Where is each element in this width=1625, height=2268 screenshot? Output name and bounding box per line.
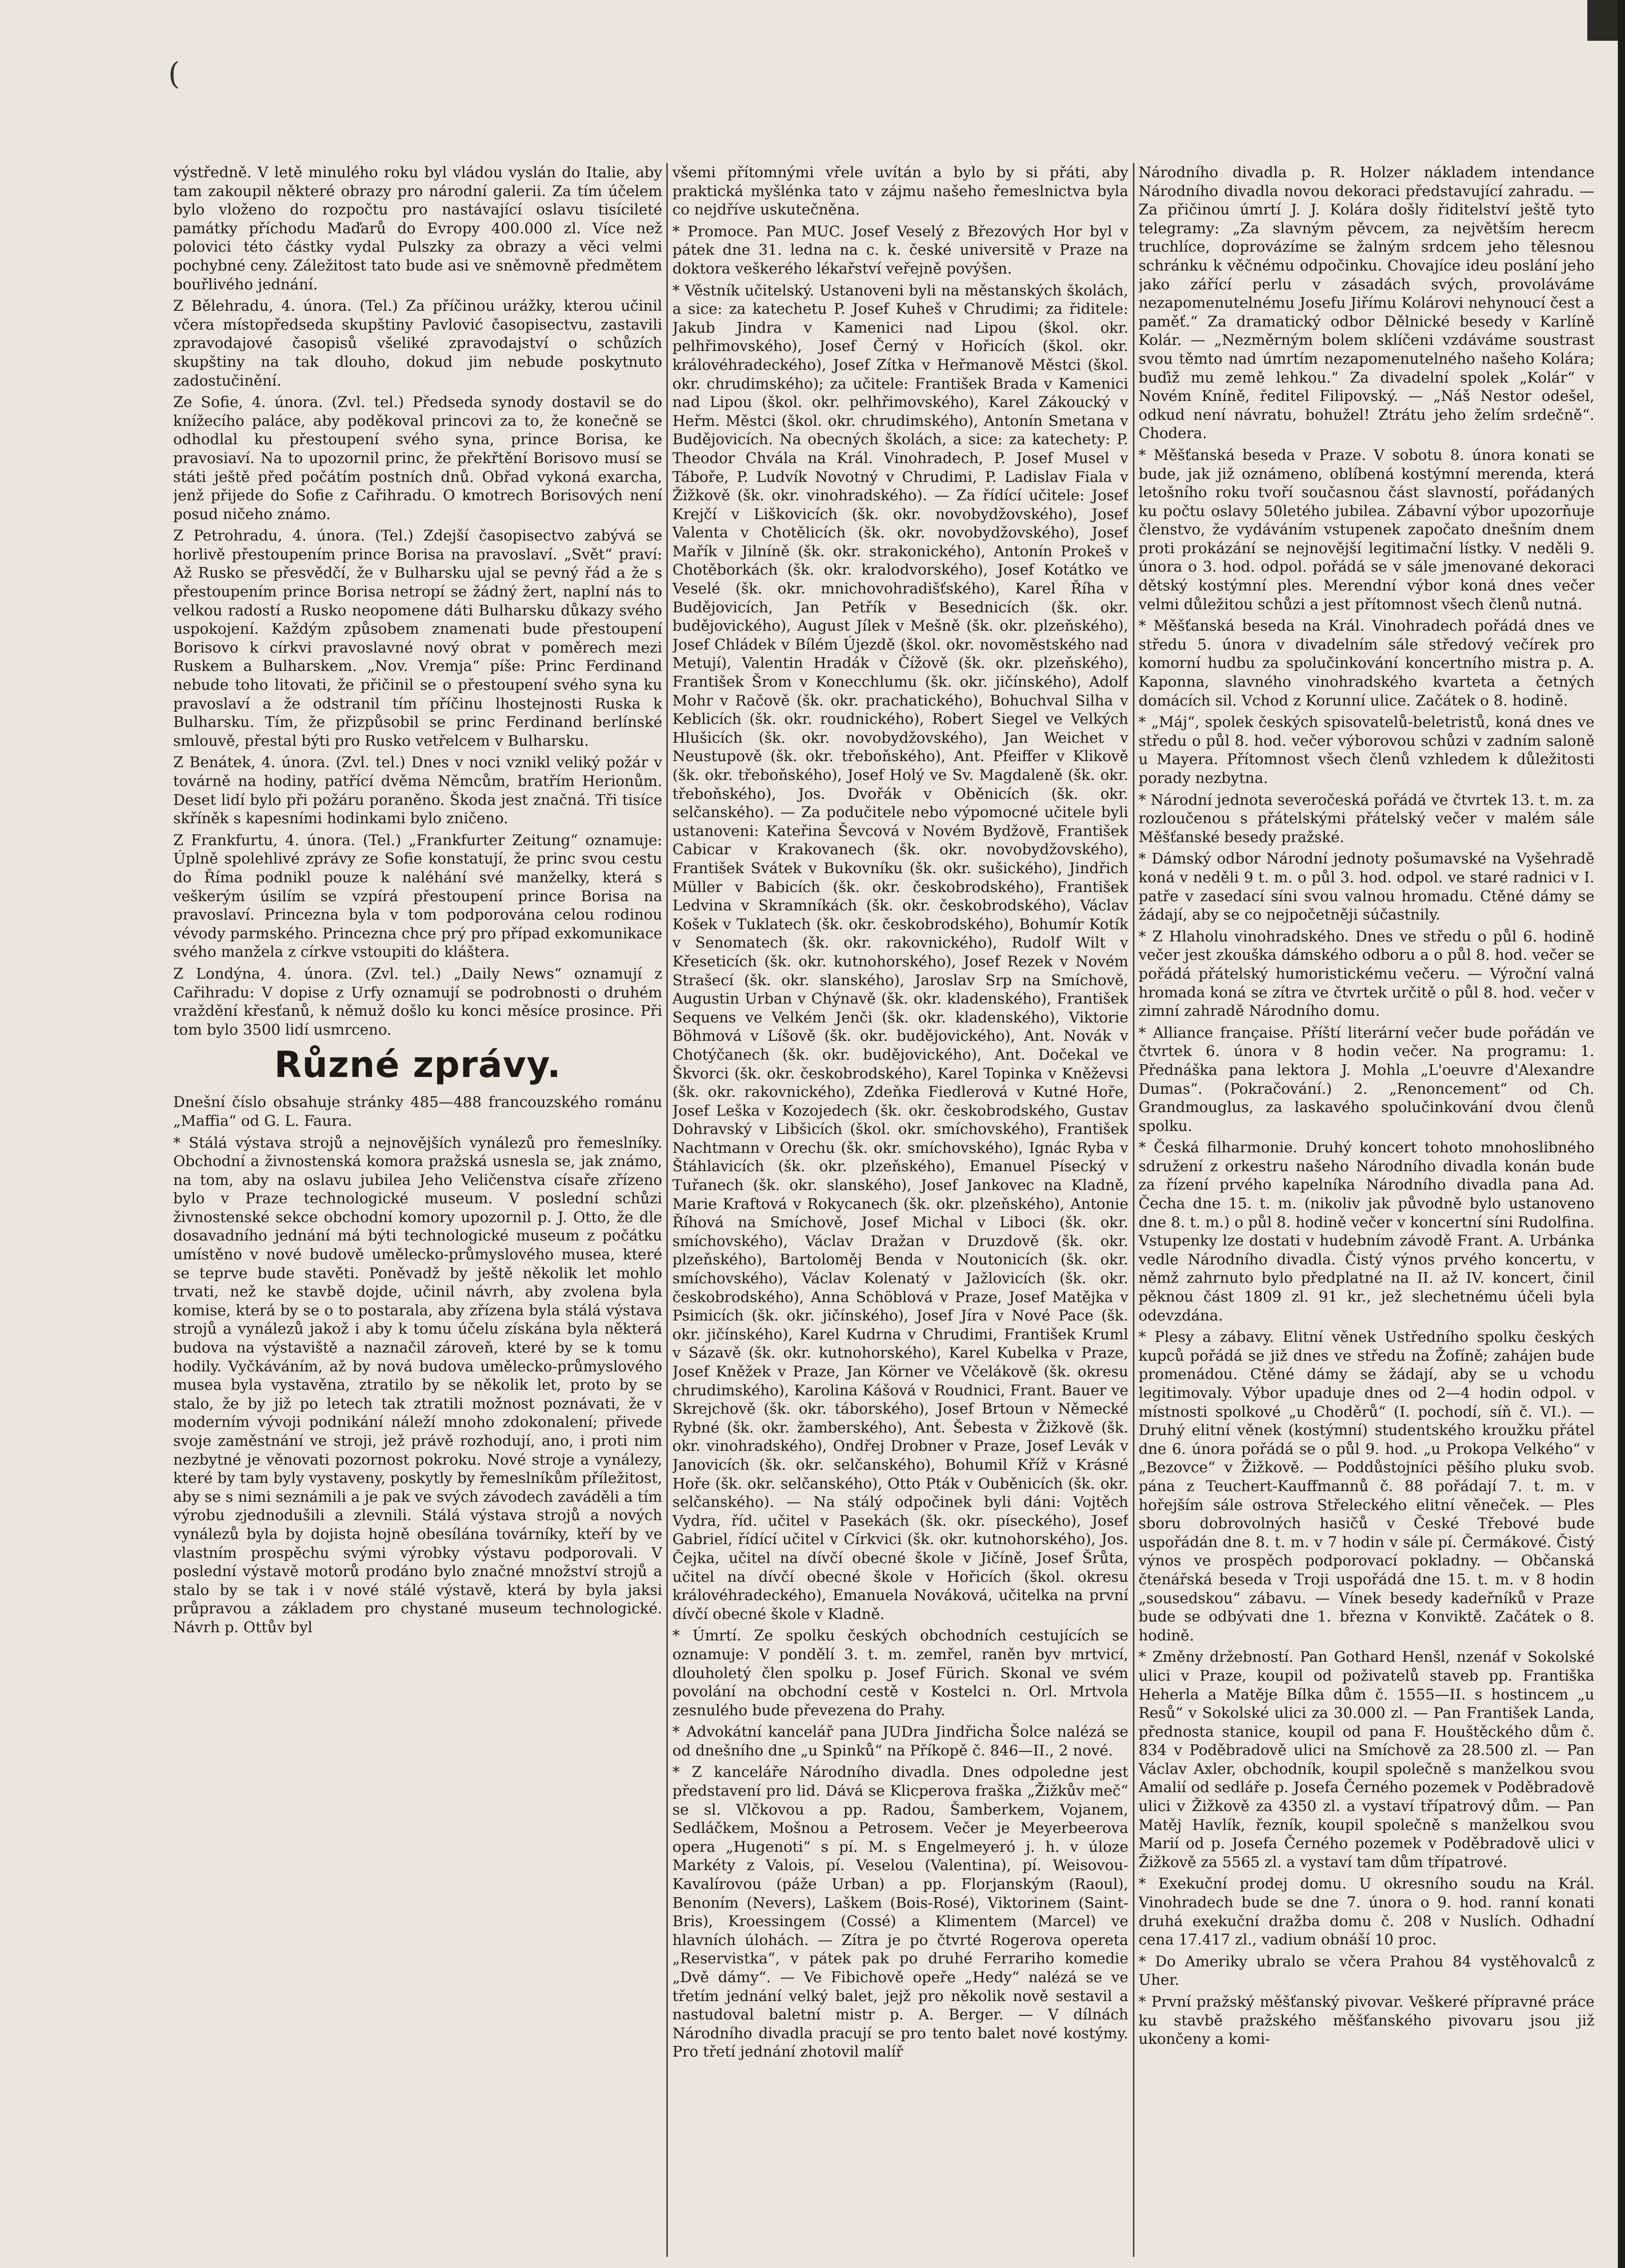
column-1 bbox=[173, 163, 662, 2257]
article-paragraph: * Věstník učitelský. Ustanoveni byli na městanských školách, a sice: za katechetu P. Josef Kuheš v Chrudimi; za řiditele: Jakub Jindra v Kamenici nad Lipou (škol. okr. pelhřimovského), Josef Černý v Hořicích (škol. okr. královéhradeckého), Josef Zítka v Heřmanově Městci (škol. okr. chrudimského); za učitele: František Brada v Kamenici nad Lipou (škol. okr. pelhřimovského), Karel Zákoucký v Heřm. Městci (škol. okr. chrudimského), Antonín Smetana v Budějovicích. Na obecných školách, a sice: za katechety: P. Theodor Chvála na Král. Vinohradech, P. Josef Musel v Táboře, P. Ludvík Novotný v Chrudimi, P. Ladislav Fiala v Žižkově (šk. okr. vinohradského). — Za řídící učitele: Josef Krejčí v Liškovicích (šk. okr. novobydžovského), Josef Valenta v Chotělicích (šk. okr. novobydžovského), Josef Mařík v Jilníně (šk. okr. strakonického), Antonín Prokeš v Chotěborkách (šk. okr. kralodvorského), Josef Kotátko ve Veselé (šk. okr. mnichovohradišťského), Karel Říha v Budějovicích, Jan Petřík v Besednicích (šk. okr. budějovického), August Jílek v Mešně (šk. okr. plzeňského), Josef Chládek v Bílém Újezdě (škol. okr. novoměstského nad Metují), Valentin Hradák v Čížově (šk. okr. plzeňského), František Šrom v Konecchlumu (šk. okr. jičínského), Adolf Mohr v Račově (šk. okr. prachatického), Bohuchval Silha v Keblicích (šk. okr. roudnického), Robert Siegel ve Velkých Hlušicích (šk. okr. novobydžovského), Jan Weichet v Neustupově (šk. okr. třeboňského), Ant. Pfeiffer v Klikově (šk. okr. třeboňského), Josef Holý ve Sv. Magdaleně (šk. okr. třeboňského), Jos. Dvořák v Oběnicích (šk. okr. selčanského). — Za podučitele nebo výpomocné učitele byli ustanoveni: Kateřina Ševcová v Novém Bydžově, František Cabicar v Krakovanech (šk. okr. novobydžovského), František Svátek v Bukovníku (šk. okr. sušického), Jindřich Müller v Babicích (šk. okr. českobrodského), František Ledvina v Skramníkách (šk. okr. českobrodského), Václav Košek v Tuklatech (šk. okr. českobrodského), Bohumír Kotík v Senomatech (šk. okr. rakovnického), Rudolf Wilt v Křeseticích (šk. okr. kutnohorského), Josef Rezek v Novém Strašecí (šk. okr. slanského), Jaroslav Srp na Smíchově, Augustin Urban v Chýnavě (šk. okr. kladenského), František Sequens ve Velkém Jenči (šk. okr. kladenského), Viktorie Böhmová v Líšově (šk. okr. budějovického), Ant. Novák v Chotýčanech (šk. okr. budějovického), Ant. Dočekal ve Škvorci (šk. okr. českobrodského), Karel Topinka v Kněževsi (šk. okr. rakovnického), Zdeňka Fiedlerová v Kutné Hoře, Josef Leška v Kozojedech (šk. okr. českobrodského, Gustav Dohravský v Libšicích (škol. okr. smíchovského), František Nachtmann v Orechu (šk. okr. smíchovského), Ignác Ryba v Štáhlavicích (šk. okr. plzeňského), Emanuel Písecký v Tuřanech (šk. okr. slanského), Josef Jankovec na Kladně, Marie Kraftová v Rokycanech (šk. okr. plzeňského), Antonie Říhová na Smíchově, Josef Michal v Liboci (šk. okr. smíchovského), Václav Dražan v Druzdově (šk. okr. plzeňského), Bartoloměj Benda v Noutonicích (šk. okr. smíchovského), Václav Kolenatý v Jažlovicích (šk. okr. českobrodského), Anna Schöblová v Praze, Josef Matějka v Psimicích (šk. okr. jičínského), Josef Jíra v Nové Pace (šk. okr. jičínského), Karel Kudrna v Chrudimi, František Kruml v Sázavě (šk. okr. kutnohorského), Karel Kubelka v Praze, Josef Kněžek v Praze, Jan Körner ve Včelákově (šk. okresu chrudimského), Karolina Kášová v Roudnici, Frant. Bauer ve Skrejchově (šk. okr. táborského), Josef Brtoun v Německé Rybné (šk. okr. žamberského), Ant. Šebesta v Žižkově (šk. okr. vinohradského), Ondřej Drobner v Praze, Josef Levák v Janovicích (šk. okr. selčanského), Bohumil Kříž v Krásné Hoře (šk. okr. selčanského), Otto Pták v Ouběnicích (šk. okr. selčanského). — Na stálý odpočinek byli dáni: Vojtěch Vydra, říd. učitel v Pasekách (šk. okr. píseckého), Josef Gabriel, řídící učitel v Církvici (šk. okr. kutnohorského), Jos. Čejka, učitel na dívčí obecné škole v Jičíně, Josef Šrůta, učitel na dívčí obecné škole v Hořicích (škol. okresu královéhradeckého), Emanuela Nováková, učitelka na první dívčí obecné škole v Kladně. bbox=[672, 281, 1128, 1623]
article-paragraph: Z Londýna, 4. února. (Zvl. tel.) „Daily News“ oznamují z Cařihradu: V dopise z Urfy oznamují se podrobnosti o druhém vraždění křesťanů, k němuž došlo ku konci měsíce prosince. Při tom bylo 3500 lidí usmrceno. bbox=[173, 964, 662, 1038]
article-paragraph: * Česká filharmonie. Druhý koncert tohoto mnohoslibného sdružení z orkestru našeho Národního divadla konán bude za řízení prvého kapelníka Národního divadla pana Ad. Čecha dne 15. t. m. (nikoliv jak původně bylo ustanoveno dne 8. t. m.) o půl 8. hodině večer v koncertní síni Rudolfina. Vstupenky lze dostati v hudebním závodě Frant. A. Urbánka vedle Národního divadla. Čistý výnos prvého koncertu, v němž zahrnuto bylo předplatné na II. až IV. koncert, činil pěknou část 1809 zl. 91 kr., jež slechetnému účeli byla odevzdána. bbox=[1139, 1139, 1594, 1324]
article-paragraph: Z Petrohradu, 4. února. (Tel.) Zdejší časopisectvo zabývá se horlivě přestoupením prince Borisa na pravoslaví. „Svět“ praví: Až Rusko se přesvědčí, že v Bulharsku ujal se pevný řád a že s přestoupením prince Borisa netropí se žádný žert, naplní nás to velkou radostí a Rusko neopomene dáti Bulharsku důkazy svého uspokojení. Každým způsobem znamenati bude přestoupení Borisovo k církvi pravoslavné nový obrat v poměrech mezi Ruskem a Bulharskem. „Nov. Vremja“ píše: Princ Ferdinand nebude toho litovati, že přičinil se o přestoupení svého syna ku pravoslaví a že odstranil tím příčinu lhostejnosti Ruska k Bulharsku. Tím, že přizpůsobil se princ Ferdinand berlínské smlouvě, přestal býti pro Rusko vetřelcem v Bulharsku. bbox=[173, 527, 662, 749]
article-paragraph: * Plesy a zábavy. Elitní věnek Ustředního spolku českých kupců pořádá se již dnes ve středu na Žofíně; zahájen bude promenádou. Ctěné dámy se žádají, aby se u vchodu legitimovaly. Výbor upaduje dnes od 2—4 hodin odpol. v místnosti spolkové „u Choděrů“ (I. pochodí, síň č. VI.). — Druhý elitní věnek (kostýmní) studentského kroužku přátel dne 6. února pořádá se o půl 9. hod. „u Prokopa Velkého“ v „Bezovce“ v Žižkově. — Poddůstojníci pěšího pluku svob. pána z Teuchert-Kauffmannů č. 88 pořádají 7. t. m. v hořejším sále ostrova Střeleckého elitní věneček. — Ples sboru dobrovolných hasičů v České Třebové bude uspořádán dne 8. t. m. v 7 hodin v sále pí. Čermákové. Čistý výnos ve prospěch podporovací pokladny. — Občanská čtenářská beseda v Troji uspořádá dne 15. t. m. v 8 hodin „sousedskou“ zábavu. — Vínek besedy kadeřníků v Praze bude se odbývati dne 1. března v Konviktě. Začátek o 8. hodině. bbox=[1139, 1328, 1594, 1644]
article-paragraph: * Dámský odbor Národní jednoty pošumavské na Vyšehradě koná v neděli 9 t. m. o půl 3. hod. odpol. ve staré radnici v I. patře v zasedací síni svou valnou hromadu. Ctěné dámy se žádají, aby se co nejpočetněji súčastnily. bbox=[1139, 850, 1594, 924]
newspaper-page bbox=[173, 163, 1594, 2257]
article-paragraph: * První pražský měšťanský pivovar. Veškeré přípravné práce ku stavbě pražského měšťanského pivovaru jsou již ukončeny a komi- bbox=[1139, 1993, 1594, 2048]
article-paragraph: * Národní jednota severočeská pořádá ve čtvrtek 13. t. m. za rozloučenou s přátelskými přátelský večer v malém sále Měšťanské besedy pražské. bbox=[1139, 791, 1594, 846]
article-paragraph: všemi přítomnými vřele uvítán a bylo by si přáti, aby praktická myšlénka tato v zájmu našeho řemeslnictva byla co nejdříve uskutečněna. bbox=[672, 164, 1128, 219]
column-rule bbox=[666, 163, 668, 2257]
article-paragraph: * Alliance française. Příští literární večer bude pořádán ve čtvrtek 6. února v 8 hodin večer. Na programu: 1. Přednáška pana lektora J. Mohla „L'oeuvre d'Alexandre Dumas“. (Pokračování.) 2. „Renoncement“ od Ch. Grandmouglus, za laskavého spolučinkování dvou členů spolku. bbox=[1139, 1023, 1594, 1135]
article-paragraph: Národního divadla p. R. Holzer nákladem intendance Národního divadla novou dekoraci představující zahradu. — Za přičinou úmrtí J. J. Kolára došly řiditelství ještě tyto telegramy: „Za slavným pěvcem, za největším herecm truchlíce, doprovázíme se žalným srdcem jeho tělesnou schránku k věčnému odpočinku. Chovajíce ideu poslání jeho jako zářící perlu v zásadách svých, provoláváme nezapomenutelnému Josefu Jiřímu Kolárovi nehynoucí čest a paměť.“ Za dramatický odbor Dělnické besedy v Karlíně Kolár. — „Nezměrným bolem sklíčeni vzdáváme soustrast svou těmto nad úmrtím nezapomenutelného našeho Kolára; buďiž mu země lehkou.“ Za divadelní spolek „Kolár“ v Novém Kníně, ředitel Filipovský. — „Náš Nestor odešel, odkud není návratu, bohužel! Ztrátu jeho želím srdečně“. Chodera. bbox=[1139, 164, 1594, 442]
article-paragraph: * Měšťanská beseda v Praze. V sobotu 8. února konati se bude, jak již oznámeno, oblíbená kostýmní merenda, která letošního roku tvoří současnou část slavností, pořádaných ku počtu oslavy 50letého jubilea. Zábavní výbor upozorňuje členstvo, že vydáváním vstupenek započato dnešním dnem proti prokázání se nejnovější legitimační lístky. V neděli 9. února o 3. hod. odpol. pořádá se v sále jmenované dekoraci dětský kostýmní ples. Merendní výbor koná dnes večer velmi důležitou schůzi a jest přítomnost všech členů nutná. bbox=[1139, 446, 1594, 613]
article-paragraph: Z Benátek, 4. února. (Zvl. tel.) Dnes v noci vznikl veliký požár v továrně na hodiny, patřící dvěma Němcům, bratřím Herionům. Deset lidí bylo při požáru poraněno. Škoda jest značná. Tři tisíce skříněk s kapesními hodinkami bylo zničeno. bbox=[173, 753, 662, 827]
article-paragraph: * Změny držebností. Pan Gothard Henšl, nzenáf v Sokolské ulici v Praze, koupil od poživatelů staveb pp. Františka Heherla a Matěje Bílka dům č. 1555—II. s hostincem „u Resů“ v Sokolské ulici za 30.000 zl. — Pan František Landa, přednosta stanice, koupil od pana F. Houštěckého dům č. 834 v Poděbradově ulici na Smíchově za 28.500 zl. — Pan Václav Axler, obchodník, koupil společně s manželkou svou Amalií od sedláře p. Josefa Černého pozemek v Poděbradově ulici v Žižkově za 4350 zl. a vystaví třípatrový dům. — Pan Matěj Havlík, řezník, koupil společně s manželkou svou Marií od p. Josefa Černého pozemek v Poděbradově ulici v Žižkově za 5565 zl. a vystaví tam dům třípatrové. bbox=[1139, 1648, 1594, 1871]
article-paragraph: * Exekuční prodej domu. U okresního soudu na Král. Vinohradech bude se dne 7. února o 9. hod. ranní konati druhá exekuční dražba domu č. 208 v Nuslích. Odhadní cena 17.417 zl., vadium obnáší 10 proc. bbox=[1139, 1875, 1594, 1949]
article-paragraph: * Úmrtí. Ze spolku českých obchodních cestujících se oznamuje: V pondělí 3. t. m. zemřel, raněn byv mrtvicí, dlouholetý člen spolku p. Josef Fürich. Skonal ve svém povolání na obchodní cestě v Kostelci n. Orl. Mrtvola zesnulého bude převezena do Prahy. bbox=[672, 1627, 1128, 1719]
article-paragraph: * Z kanceláře Národního divadla. Dnes odpoledne jest představení pro lid. Dává se Klicperova fraška „Žižkův meč“ se sl. Vlčkovou a pp. Radou, Šamberkem, Vojanem, Sedláčkem, Mošnou a Petrosem. Večer je Meyerbeerova opera „Hugenoti“ s pí. M. s Engelmeyeró j. h. v úloze Markéty z Valois, pí. Veselou (Valentina), pí. Weisovou-Kavalírovou (páže Urban) a pp. Florjanským (Raoul), Benoním (Nevers), Laškem (Bois-Rosé), Viktorinem (Saint-Bris), Kroessingem (Cossé) a Klimentem (Marcel) ve hlavních úlohách. — Zítra je po čtvrté Rogerova opereta „Reservistka“, v pátek pak po druhé Ferrariho komedie „Dvě dámy“. — Ve Fibichově opeře „Hedy“ nalézá se ve třetím jednání velký balet, jejž pro několik nově sestavil a nastudoval baletní mistr p. A. Berger. — V dílnách Národního divadla pracují se pro tento balet nové kostýmy. Pro třetí jednání zhotovil malíř bbox=[672, 1763, 1128, 2061]
article-paragraph: * „Máj“, spolek českých spisovatelů-beletristů, koná dnes ve středu o půl 8. hod. večer výborovou schůzi v zadním saloně u Mayera. Přítomnost všech členů vzhledem k důležitosti porady nezbytna. bbox=[1139, 713, 1594, 787]
column-2 bbox=[672, 163, 1128, 2257]
article-paragraph: Ze Sofie, 4. února. (Zvl. tel.) Předseda synody dostavil se do knížecího paláce, aby poděkoval princovi za to, že konečně se odhodlal ku přestoupení svého syna, prince Borisa, ke pravosiaví. Na to upozornil princ, že překřtění Borisovo musí se státi ještě před počátím postních dnů. Obřad vykoná exarcha, jenž přijede do Sofie z Cařihradu. O kmotrech Borisových není posud ničeho známo. bbox=[173, 393, 662, 523]
article-paragraph: * Z Hlaholu vinohradského. Dnes ve středu o půl 6. hodině večer jest zkouška dámského odboru a o půl 8. hod. večer se pořádá přátelský humoristickému večeru. — Výroční valná hromada koná se zítra ve čtvrtek určitě o půl 8. hod. večer v zimní zahradě Národního domu. bbox=[1139, 927, 1594, 1020]
article-paragraph: výstředně. V letě minulého roku byl vládou vyslán do Italie, aby tam zakoupil některé obrazy pro národní galerii. Za tím účelem bylo vloženo do rozpočtu pro nastávající oslavu tisícileté památky příchodu Maďarů do Evropy 400.000 zl. Více než polovici této částky vydal Pulszky za obrazy a věci velmi pochybné ceny. Záležitost tato bude asi ve sněmovně předmětem bouřlivého jednání. bbox=[173, 164, 662, 293]
article-paragraph: * Měšťanská beseda na Král. Vinohradech pořádá dnes ve středu 5. února v divadelním sále středový večírek pro komorní hudbu za spolučinkování koncertního mistra p. A. Kaponna, slavného vinohradského kvarteta a četných domácích sil. Vchod z Korunní ulice. Začátek o 8. hodině. bbox=[1139, 617, 1594, 709]
column-rule bbox=[1133, 163, 1134, 2257]
scan-edge bbox=[1618, 0, 1625, 2268]
article-paragraph: Z Bělehradu, 4. února. (Tel.) Za příčinou urážky, kterou učinil včera místopředseda skupštiny Pavlović časopisectvu, zastavili zpravodajové časopisů všeliké zpravodajství o schůzích skupštiny na tak dlouho, dokud jim nebude poskytnuto zadostučinění. bbox=[173, 297, 662, 389]
article-paragraph: * Advokátní kancelář pana JUDra Jindřicha Šolce nalézá se od dnešního dne „u Spinků“ na Příkopě č. 846—II., 2 nové. bbox=[672, 1723, 1128, 1759]
column-3 bbox=[1139, 163, 1594, 2257]
article-paragraph: Z Frankfurtu, 4. února. (Tel.) „Frankfurter Zeitung“ oznamuje: Úplně spolehlivé zprávy ze Sofie konstatují, že princ svou cestu do Říma podnikl pouze k naléhání své manželky, která s veškerým úsilím se vzpírá přestoupení prince Borisa na pravoslaví. Princezna byla v tom podporována celou rodinou vévody parmského. Princezna chce prý pro případ exkomunikace svého manžela z církve vstoupiti do kláštera. bbox=[173, 831, 662, 961]
scan-corner bbox=[1587, 0, 1618, 41]
article-paragraph: Dnešní číslo obsahuje stránky 485—488 francouzského románu „Maffia“ od G. L. Faura. bbox=[173, 1093, 662, 1129]
article-paragraph: * Do Ameriky ubralo se včera Prahou 84 vystěhovalců z Uher. bbox=[1139, 1952, 1594, 1989]
margin-mark: ( bbox=[168, 56, 180, 92]
article-paragraph: * Stálá výstava strojů a nejnovějších vynálezů pro řemeslníky. Obchodní a živnostenská komora pražská usnesla se, jak známo, na tom, aby na oslavu jubilea Jeho Veličenstva císaře zřízeno bylo v Praze technologické museum. V poslední schůzi živnostenské sekce obchodní komory upozornil p. J. Otto, že dle dosavadního jednání má býti technologické museum z počátku umístěno v nové budově umělecko-průmyslového musea, které se teprve bude stavěti. Poněvadž by ještě několik let mohlo trvati, než ke stavbě dojde, učinil návrh, aby zvolena byla komise, která by se o to postarala, aby zřízena byla stálá výstava strojů a vynálezů jakož i aby k tomu účelu získána byla některá budova na výstaviště a naznačil zároveň, které by se k tomu hodily. Vyčkáváním, až by nová budova umělecko-průmyslového musea byla vystavěna, ztratilo by se několik let, proto by se stalo, že by již po letech tak ztratili možnost poznávati, že v moderním vývoji podnikání náleží mnoho zdokonalení; přivede svoje zaměstnání ve stroji, jež právě rozhodují, ano, i proti nim nezbytné je věnovati pozornost pokroku. Nové stroje a vynálezy, které by tam byly vystaveny, poskytly by řemeslníkům příležitost, aby se s nimi seznámili a je pak ve svých závodech zaváděli a tím výrobu zjednodušili a zlevnili. Stálá výstava strojů a nových vynálezů byla by dojista hojně obesílána továrníky, kteří by ve vlastním prospěchu svými výrobky výstavu podporovali. V poslední výstavě motorů prodáno bylo značné množství strojů a stalo by se tak i v nové stálé výstavě, která by byla jaksi průpravou a základem pro chystané museum technologické. Návrh p. Ottův byl bbox=[173, 1133, 662, 1636]
section-title: Různé zprávy. bbox=[274, 1044, 561, 1086]
article-paragraph: * Promoce. Pan MUC. Josef Veselý z Březových Hor byl v pátek dne 31. ledna na c. k. české universitě v Praze na doktora veškerého lékařství veřejně povýšen. bbox=[672, 222, 1128, 277]
